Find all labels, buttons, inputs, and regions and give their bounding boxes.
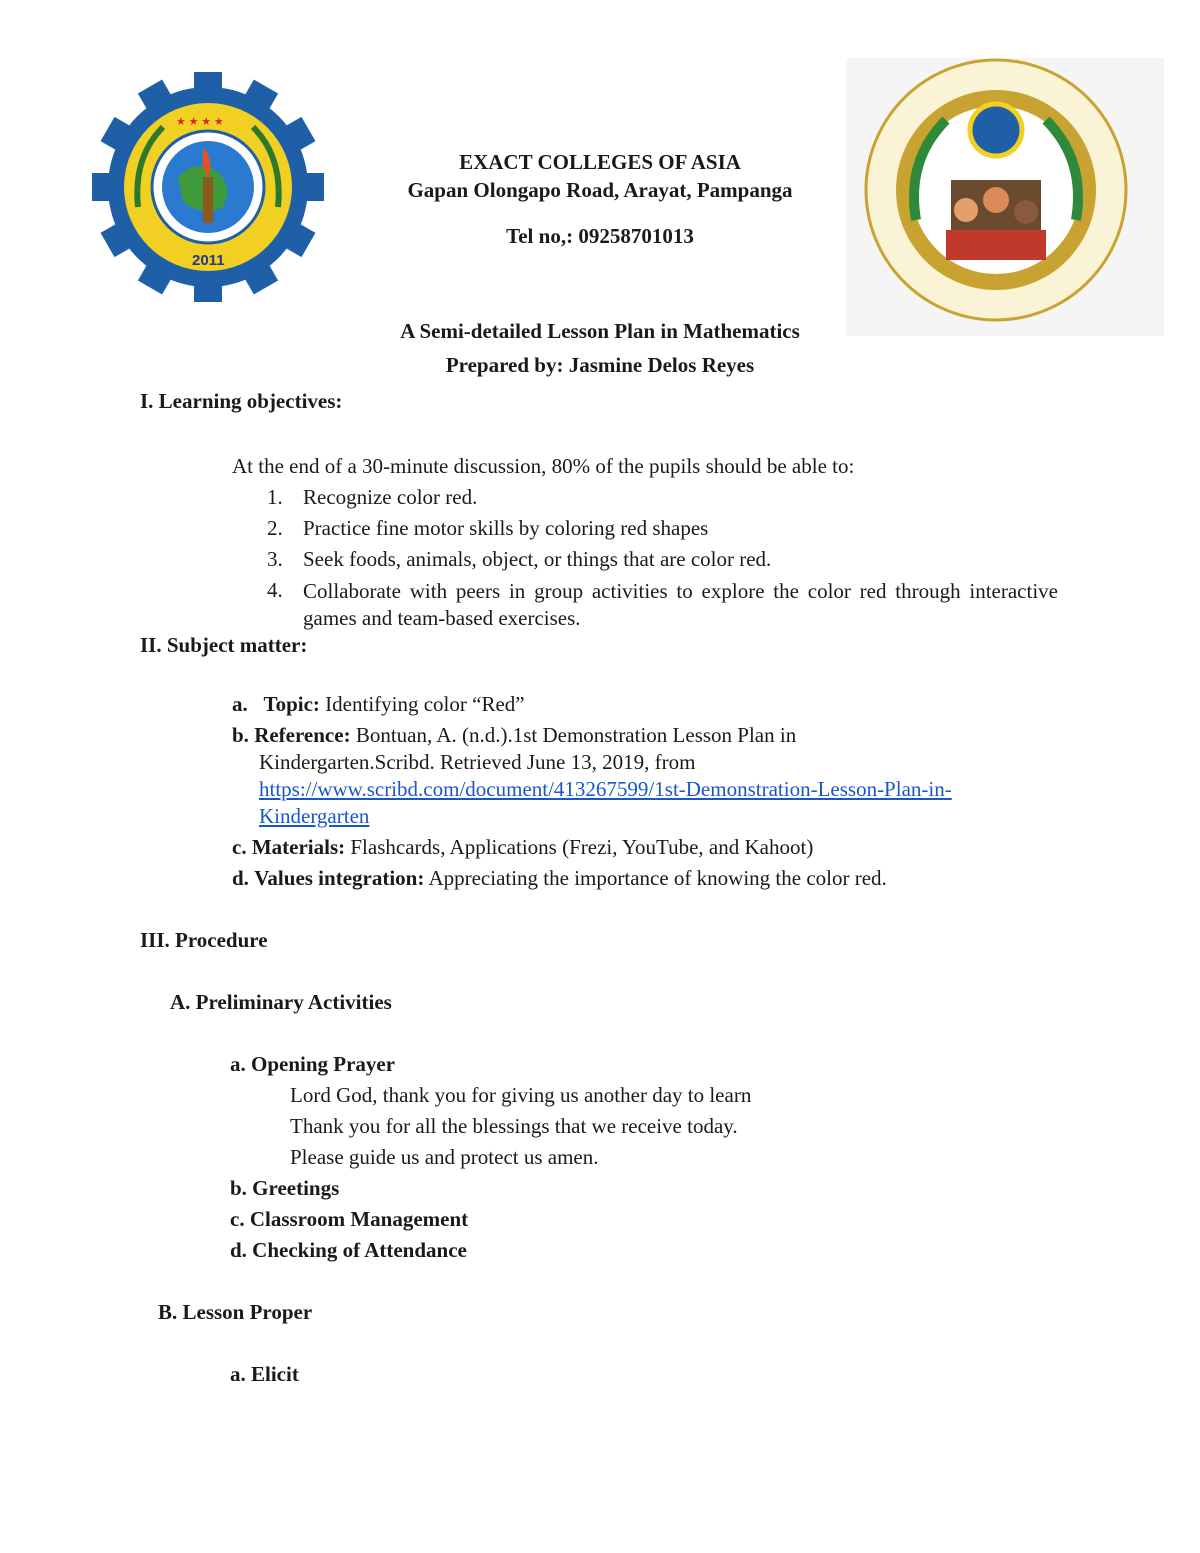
svg-text:★ ★ ★ ★: ★ ★ ★ ★ — [176, 116, 224, 128]
objective-item: Collaborate with peers in group activities to explore the color red through interactive games and team-based exercises. — [303, 579, 1058, 630]
prayer-line: Please guide us and protect us amen. — [290, 1145, 599, 1169]
attendance-heading: d. Checking of Attendance — [230, 1238, 467, 1262]
subject-materials — [232, 835, 813, 860]
greetings-heading: b. Greetings — [230, 1176, 340, 1200]
objective-item: Seek foods, animals, object, or things that are color red. — [303, 547, 772, 571]
values-label: Values integration: — [254, 866, 425, 890]
objective-item: Practice fine motor skills by coloring red shapes — [303, 516, 709, 540]
opening-prayer-heading: a. Opening Prayer — [230, 1052, 396, 1076]
subject-values — [232, 866, 887, 891]
reference-text-line1: Bontuan, A. (n.d.).1st Demonstration Lesson Plan in — [355, 723, 797, 747]
section-heading-procedure: III. Procedure — [140, 928, 268, 952]
section-heading-subject-matter: II. Subject matter: — [140, 633, 308, 657]
school-telephone: Tel no,: 09258701013 — [506, 224, 694, 248]
item-letter: b. — [232, 723, 249, 747]
item-letter: a. — [232, 692, 248, 716]
prepared-by: Prepared by: Jasmine Delos Reyes — [445, 353, 755, 377]
reference-url-line1[interactable]: https://www.scribd.com/document/413267599/1st-Demonstration-Lesson-Plan-in- — [259, 777, 952, 801]
classroom-management-heading: c. Classroom Management — [230, 1207, 469, 1231]
objective-item: Recognize color red. — [303, 485, 478, 509]
reference-label: Reference: — [254, 723, 351, 747]
school-address: Gapan Olongapo Road, Arayat, Pampanga — [407, 178, 793, 202]
reference-link[interactable] — [259, 777, 952, 802]
item-letter: d. — [232, 866, 249, 890]
lesson-proper-heading: B. Lesson Proper — [158, 1300, 313, 1324]
objectives-intro: At the end of a 30-minute discussion, 80% of the pupils should be able to: — [232, 454, 855, 478]
page-title: A Semi-detailed Lesson Plan in Mathematics — [400, 319, 800, 343]
school-name: EXACT COLLEGES OF ASIA — [459, 150, 741, 174]
prayer-line: Lord God, thank you for giving us another day to learn — [290, 1083, 752, 1107]
item-letter: c. — [232, 835, 247, 859]
values-value: Appreciating the importance of knowing the color red. — [428, 866, 887, 890]
reference-text-line2: Kindergarten.Scribd. Retrieved June 13, 2019, from — [259, 750, 696, 774]
objective-number: 4. — [267, 578, 283, 602]
subject-reference — [232, 723, 796, 748]
preliminary-activities-heading: A. Preliminary Activities — [170, 990, 392, 1014]
svg-text:2011: 2011 — [192, 252, 225, 269]
materials-label: Materials: — [251, 835, 346, 859]
prayer-line: Thank you for all the blessings that we receive today. — [290, 1114, 738, 1138]
topic-value: Identifying color “Red” — [325, 692, 525, 716]
objective-number: 2. — [267, 516, 283, 540]
reference-link-cont[interactable] — [259, 804, 369, 829]
college-of-education-logo — [846, 58, 1164, 336]
elicit-heading: a. Elicit — [230, 1362, 299, 1386]
objective-number: 3. — [267, 547, 283, 571]
objective-number: 1. — [267, 485, 283, 509]
subject-topic — [232, 692, 525, 717]
section-heading-objectives: I. Learning objectives: — [140, 389, 343, 413]
materials-value: Flashcards, Applications (Frezi, YouTube, and Kahoot) — [350, 835, 814, 859]
reference-url-line2[interactable]: Kindergarten — [259, 804, 370, 828]
school-logo-left — [88, 72, 328, 302]
topic-label: Topic: — [263, 692, 320, 716]
